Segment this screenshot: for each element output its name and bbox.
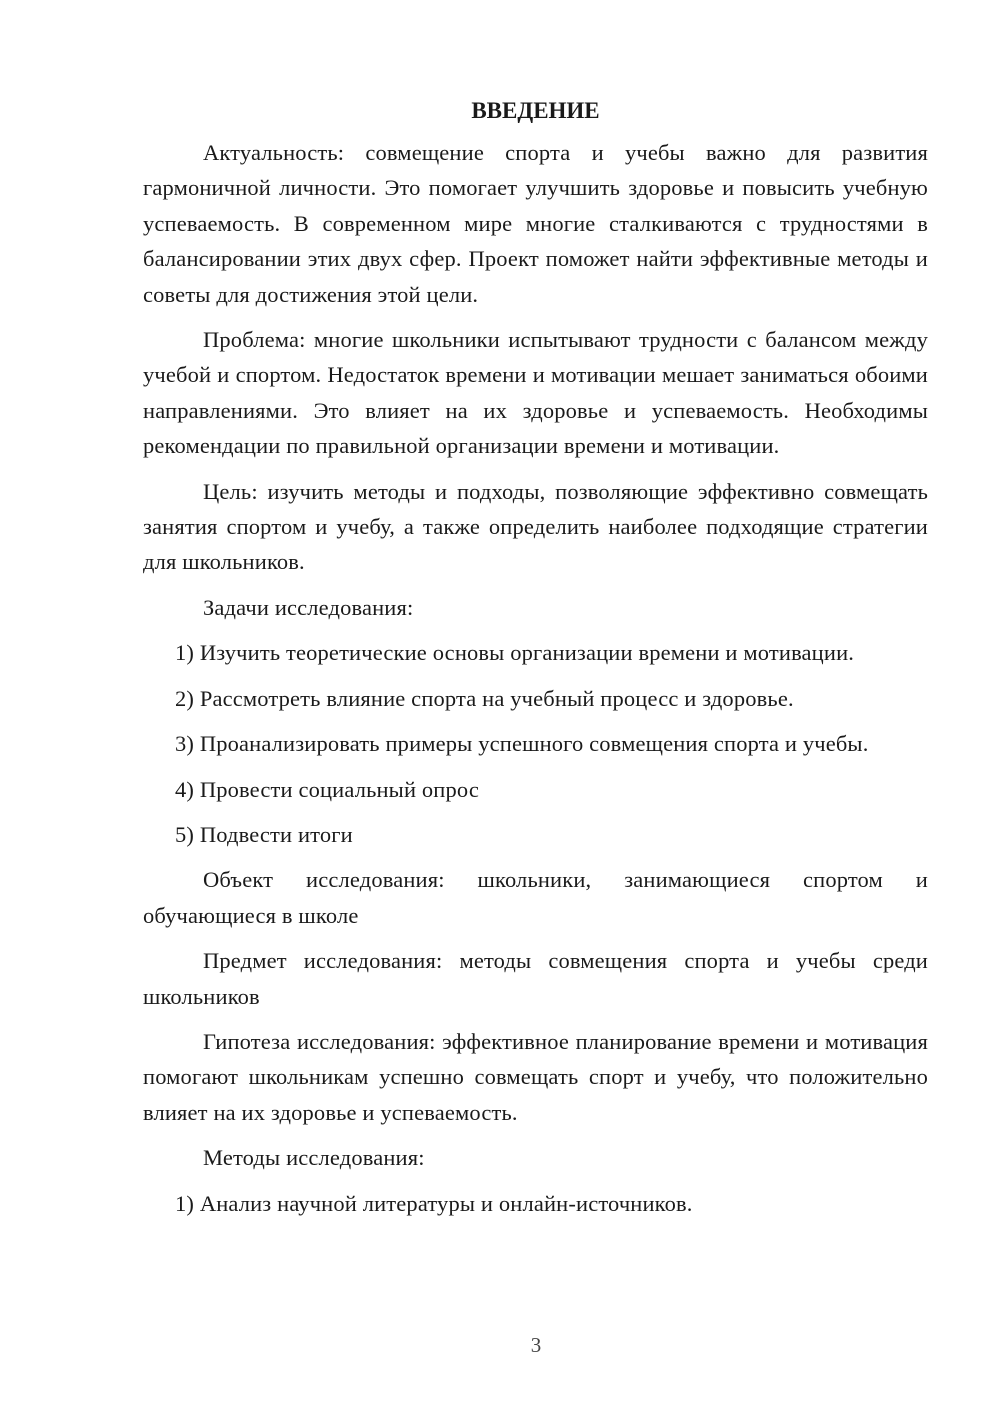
paragraph-problem: Проблема: многие школьники испытывают трудности с балансом между учебой и спортом. Недостаток времени и мотивации мешает заниматься обоими направлениями. Это влияет на их здоровье и успеваемость. Необходимы рекомендации по правильной организации времени и мотивации. — [143, 327, 928, 459]
task-item-5: 5) Подвести итоги — [175, 821, 353, 847]
paragraph-subject: Предмет исследования: методы совмещения спорта и учебы среди школьников — [143, 948, 928, 1009]
page-number: 3 — [530, 1333, 542, 1357]
task-item-4: 4) Провести социальный опрос — [175, 776, 479, 802]
paragraph-goal: Цель: изучить методы и подходы, позволяющие эффективно совмещать занятия спортом и учебу, а также определить наиболее подходящие стратегии для школьников. — [143, 478, 928, 575]
page-title: ВВЕДЕНИЕ — [471, 98, 600, 123]
paragraph-relevance: Актуальность: совмещение спорта и учебы важно для развития гармоничной личности. Это помогает улучшить здоровье и повысить учебную успеваемость. В современном мире многие сталкиваются с трудностями в балансировании этих двух сфер. Проект поможет найти эффективные методы и советы для достижения этой цели. — [143, 140, 928, 307]
task-item-2: 2) Рассмотреть влияние спорта на учебный процесс и здоровье. — [175, 685, 794, 711]
methods-title: Методы исследования: — [203, 1145, 425, 1171]
method-item-1: 1) Анализ научной литературы и онлайн-источников. — [175, 1190, 693, 1216]
paragraph-object: Объект исследования: школьники, занимающиеся спортом и обучающиеся в школе — [143, 867, 928, 928]
document-page — [143, 93, 928, 1231]
paragraph-hypothesis: Гипотеза исследования: эффективное планирование времени и мотивация помогают школьникам успешно совмещать спорт и учебу, что положительно влияет на их здоровье и успеваемость. — [143, 1028, 928, 1125]
task-item-1: 1) Изучить теоретические основы организации времени и мотивации. — [175, 640, 855, 666]
task-item-3: 3) Проанализировать примеры успешного совмещения спорта и учебы. — [175, 731, 869, 757]
tasks-title: Задачи исследования: — [203, 594, 414, 620]
